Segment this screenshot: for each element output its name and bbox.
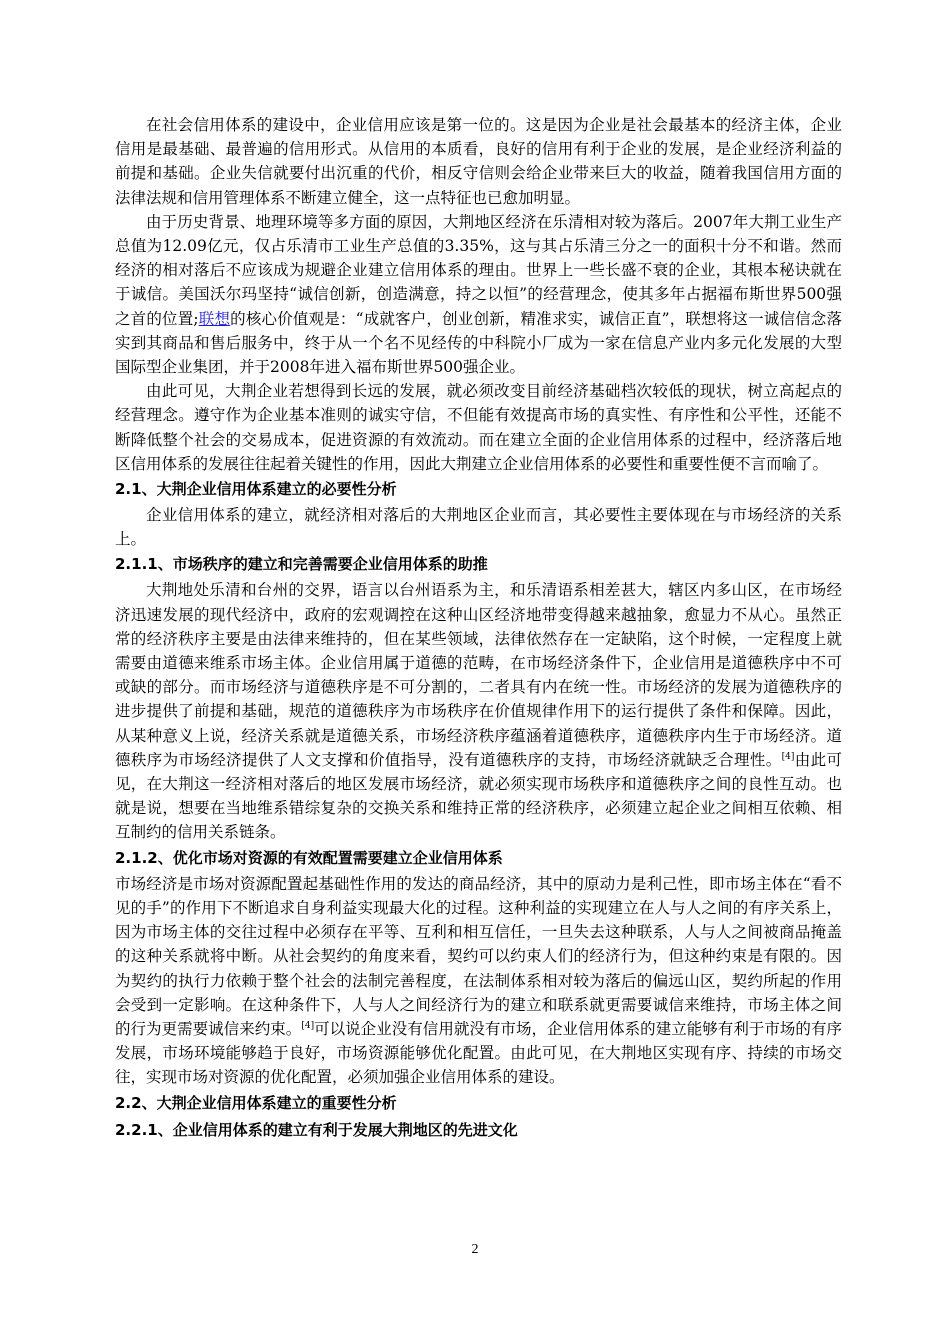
section-heading-2-1-1: 2.1.1、市场秩序的建立和完善需要企业信用体系的助推 [115,555,488,574]
paragraph-2-text-b: 的核心价值观是：“成就客户，创业创新，精准求实，诚信正直”，联想将这一诚信信念落实到其商品和售后服务中，终于从一个名不见经传的中科院小厂成为一家在信息产业内多元化发展的大型国际型企业集团，并于2008年进入福布斯世界500强企业。 [115,309,842,377]
paragraph-4: 企业信用体系的建立，就经济相对落后的大荆地区企业而言，其必要性主要体现在与市场经济的关系上。 [115,506,842,549]
page-number: 2 [471,1242,479,1257]
paragraph-6-text-b: 可以说企业没有信用就没有市场，企业信用体系的建立能够有利于市场的有序发展，市场环境能够趋于良好，市场资源能够优化配置。由此可见，在大荆地区实现有序、持续的市场交往，实现市场对资源的优化配置，必须加强企业信用体系的建设。 [115,1019,842,1087]
paragraph-6 [115,872,842,1090]
section-heading-2-2-1: 2.2.1、企业信用体系的建立有利于发展大荆地区的先进文化 [115,1120,518,1139]
paragraph-2 [115,210,842,379]
paragraph-1: 在社会信用体系的建设中，企业信用应该是第一位的。这是因为企业是社会最基本的经济主体，企业信用是最基础、最普遍的信用形式。从信用的本质看，良好的信用有利于企业的发展，是企业经济利益的前提和基础。企业失信就要付出沉重的代价，相反守信则会给企业带来巨大的收益，随着我国信用方面的法律法规和信用管理体系不断建立健全，这一点特征也已愈加明显。 [115,116,842,207]
lenovo-link[interactable]: 联想 [198,309,231,328]
paragraph-5-text-a: 大荆地处乐清和台州的交界，语言以台州语系为主，和乐清语系相差甚大，辖区内多山区，在市场经济迅速发展的现代经济中，政府的宏观调控在这种山区经济地带变得越来越抽象，愈显力不从心。虽然正常的经济秩序主要是由法律来维持的，但在某些领域，法律依然存在一定缺陷，这个时候，一定程度上就需要由道德来维系市场主体。企业信用属于道德的范畴，在市场经济条件下，企业信用是道德秩序中不可或缺的部分。而市场经济与道德秩序是不可分割的，二者具有内在统一性。市场经济的发展为道德秩序的进步提供了前提和基础，规范的道德秩序为市场秩序在价值规律作用下的运行提供了条件和保障。因此，从某种意义上说，经济关系就是道德关系，市场经济秩序蕴涵着道德秩序，道德秩序内生于市场经济。道德秩序为市场经济提供了人文支撑和价值指导，没有道德秩序的支持，市场经济就缺乏合理性。 [115,581,842,769]
citation-ref: [4] [781,751,795,762]
section-heading-2-2: 2.2、大荆企业信用体系建立的重要性分析 [115,1093,397,1112]
paragraph-3: 由此可见，大荆企业若想得到长远的发展，就必须改变目前经济基础档次较低的现状，树立高起点的经营理念。遵守作为企业基本准则的诚实守信，不但能有效提高市场的真实性、有序性和公平性，还能不断降低整个社会的交易成本，促进资源的有效流动。而在建立全面的企业信用体系的过程中，经济落后地区信用体系的发展往往起着关键性的作用，因此大荆建立企业信用体系的必要性和重要性便不言而喻了。 [115,382,842,473]
paragraph-5-text-b: 由此可见，在大荆这一经济相对落后的地区发展市场经济，就必须实现市场秩序和道德秩序之间的良性互动。也就是说，想要在当地维系错综复杂的交换关系和维持正常的经济秩序，必须建立起企业之间相互依赖、相互制约的信用关系链条。 [115,750,842,842]
document-body [115,113,842,1144]
citation-ref: [4] [301,1020,315,1031]
paragraph-6-text-a: 市场经济是市场对资源配置起基础性作用的发达的商品经济，其中的原动力是利己性，即市场主体在“看不见的手”的作用下不断追求自身利益实现最大化的过程。这种利益的实现建立在人与人之间的有序关系上，因为市场主体的交往过程中必须存在平等、互利和相互信任，一旦失去这种联系，人与人之间被商品掩盖的这种关系就将中断。从社会契约的角度来看，契约可以约束人们的经济行为，但这种约束是有限的。因为契约的执行力依赖于整个社会的法制完善程度，在法制体系相对较为落后的偏远山区，契约所起的作用会受到一定影响。在这种条件下，人与人之间经济行为的建立和联系就更需要诚信来维持，市场主体之间的行为更需要诚信来约束。 [115,874,842,1038]
section-heading-2-1-2: 2.1.2、优化市场对资源的有效配置需要建立企业信用体系 [115,848,503,867]
section-heading-2-1: 2.1、大荆企业信用体系建立的必要性分析 [115,480,397,499]
paragraph-2-text-a: 由于历史背景、地理环境等多方面的原因，大荆地区经济在乐清相对较为落后。2007年大荆工业生产总值为12.09亿元，仅占乐清市工业生产总值的3.35%，这与其占乐清三分之一的面积十分不和谐。然而经济的相对落后不应该成为规避企业建立信用体系的理由。世界上一些长盛不衰的企业，其根本秘诀就在于诚信。美国沃尔玛坚持“诚信创新，创造满意，持之以恒”的经营理念，使其多年占据福布斯世界500强之首的位置; [115,212,842,328]
paragraph-5 [115,578,842,844]
